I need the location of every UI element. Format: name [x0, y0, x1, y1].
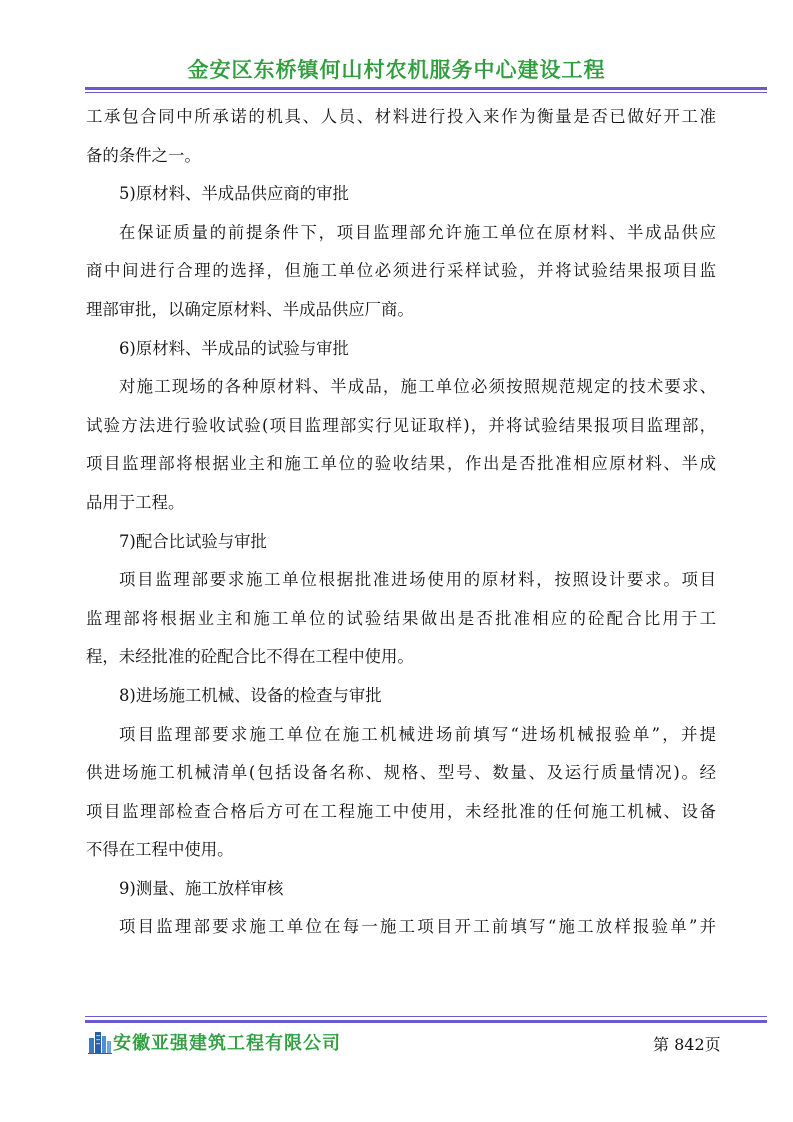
text-line: 品用于工程。	[86, 492, 185, 512]
text-line: 供进场施工机械清单(包括设备名称、规格、型号、数量、及运行质量情况)。经	[86, 763, 716, 783]
text-line: 监理部将根据业主和施工单位的试验结果做出是否批准相应的砼配合比用于工	[86, 608, 716, 628]
section-heading: 5)原材料、半成品供应商的审批	[119, 184, 349, 204]
text-line: 试验方法进行验收试验(项目监理部实行见证取样)，并将试验结果报项目监理部，	[86, 415, 716, 435]
text-line: 工承包合同中所承诺的机具、人员、材料进行投入来作为衡量是否已做好开工准	[86, 107, 716, 126]
section-heading: 7)配合比试验与审批	[119, 531, 267, 551]
text-line: 项目监理部要求施工单位在每一施工项目开工前填写“施工放样报验单”并	[119, 917, 716, 937]
header-rule-thin	[85, 92, 767, 93]
text-line: 在保证质量的前提条件下，项目监理部允许施工单位在原材料、半成品供应	[119, 222, 716, 242]
text-line: 对施工现场的各种原材料、半成品，施工单位必须按照规范规定的技术要求、	[119, 377, 716, 397]
text-line: 备的条件之一。	[86, 145, 201, 165]
text-line: 项目监理部要求施工单位在施工机械进场前填写“进场机械报验单”，并提	[119, 724, 716, 744]
section-heading: 9)测量、施工放样审核	[119, 878, 284, 898]
footer-page-number: 第 842页	[653, 1035, 721, 1054]
text-line: 项目监理部要求施工单位根据批准进场使用的原材料，按照设计要求。项目	[119, 570, 716, 590]
text-line: 项目监理部检查合格后方可在工程施工中使用，未经批准的任何施工机械、设备	[86, 801, 716, 821]
text-line: 项目监理部将根据业主和施工单位的验收结果，作出是否批准相应原材料、半成	[86, 454, 716, 474]
header-rule-thick	[85, 87, 767, 90]
header-title: 金安区东桥镇何山村农机服务中心建设工程	[187, 58, 606, 82]
text-line: 程，未经批准的砼配合比不得在工程中使用。	[86, 647, 414, 667]
footer-rule-thick	[85, 1020, 767, 1023]
footer-company-name: 安徽亚强建筑工程有限公司	[113, 1033, 341, 1054]
text-line: 理部审批，以确定原材料、半成品供应厂商。	[86, 299, 414, 319]
text-line: 不得在工程中使用。	[86, 840, 234, 860]
footer-rule-thin	[85, 1016, 767, 1017]
building-logo-icon	[88, 1028, 112, 1054]
body-text	[86, 98, 716, 947]
text-line: 商中间进行合理的选择，但施工单位必须进行采样试验，并将试验结果报项目监	[86, 261, 716, 281]
section-heading: 6)原材料、半成品的试验与审批	[119, 338, 349, 358]
section-heading: 8)进场施工机械、设备的检查与审批	[119, 685, 382, 705]
